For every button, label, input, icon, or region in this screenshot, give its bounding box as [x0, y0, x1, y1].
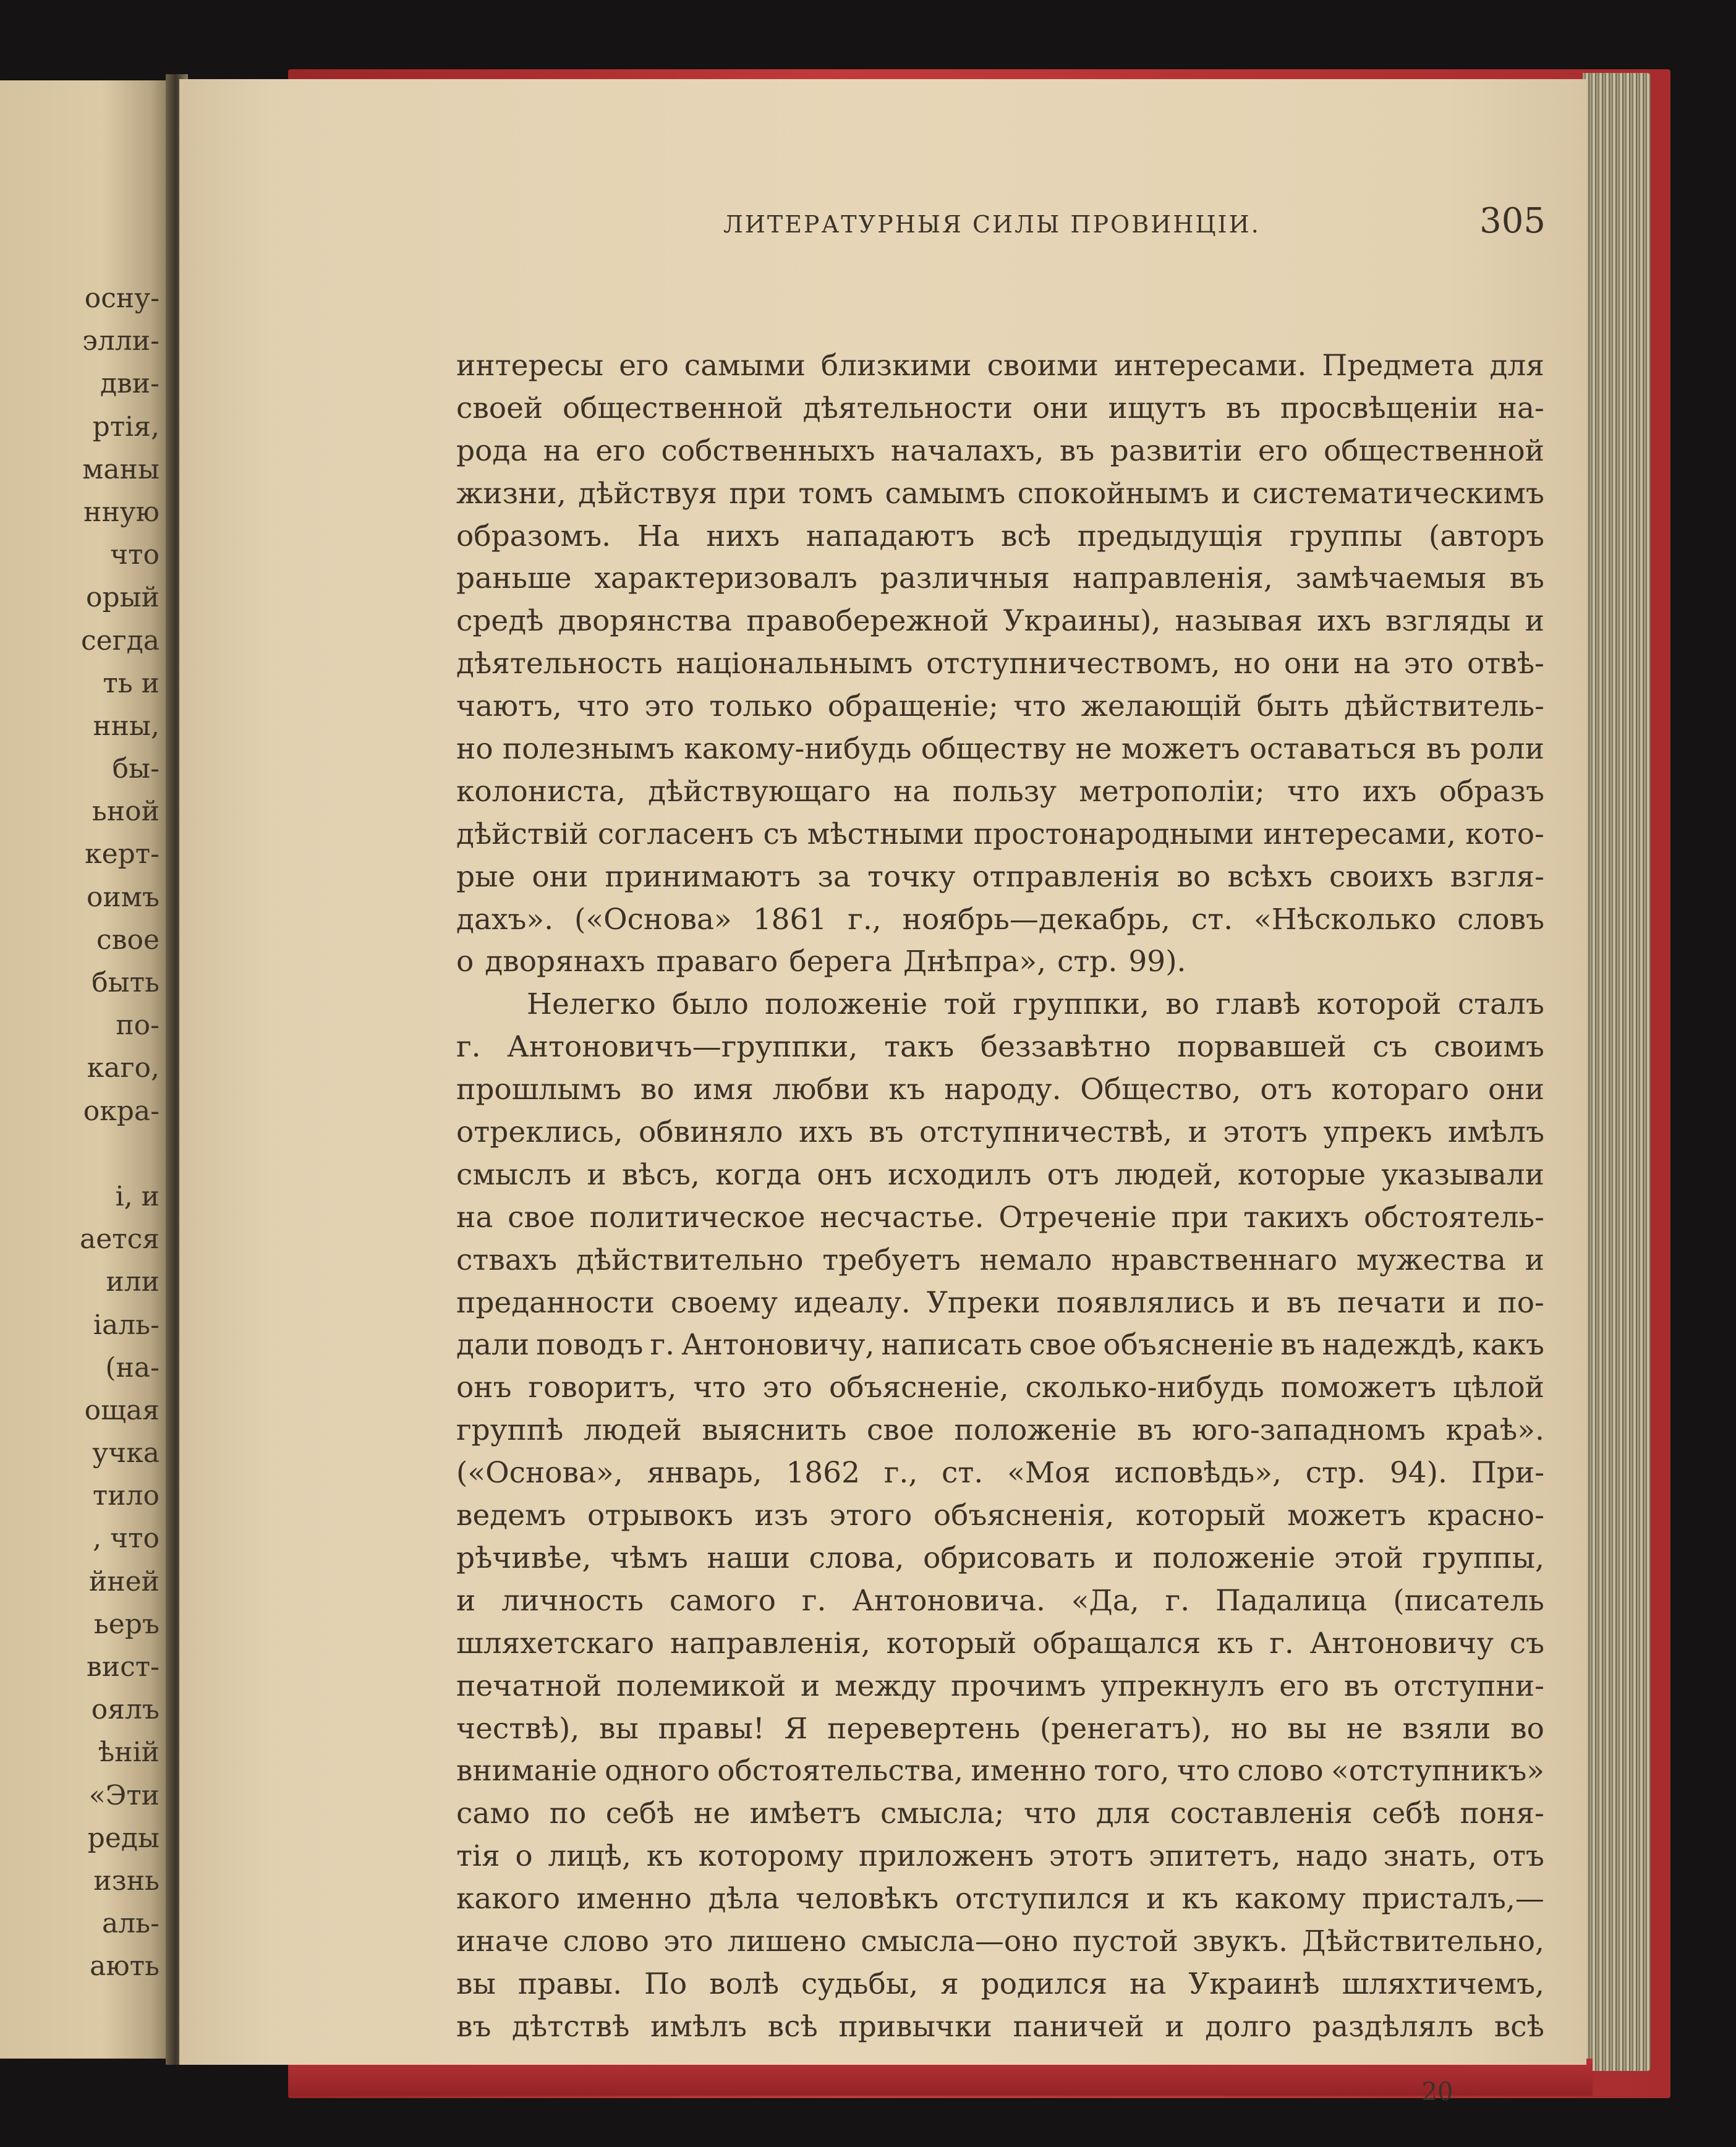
text-line: рѣчивѣе, чѣмъ наши слова, обрисовать и положеніе этой группы, — [456, 1541, 1544, 1575]
left-page-line: быть — [91, 967, 160, 998]
text-line: смыслъ и вѣсъ, когда онъ исходилъ отъ людей, которые указывали — [456, 1157, 1544, 1192]
left-page-line — [5, 1133, 160, 1175]
text-line: чествѣ), вы правы! Я перевертень (ренегатъ), но вы не взяли во — [456, 1711, 1544, 1746]
left-page-line: йней — [88, 1565, 160, 1597]
left-page-line: каго, — [87, 1052, 160, 1084]
left-page-line: элли- — [82, 325, 160, 357]
left-page-line: окра- — [83, 1095, 160, 1127]
page-edges — [1583, 73, 1651, 2071]
left-page-line: изнь — [93, 1864, 160, 1897]
text-line: въ дѣтствѣ имѣлъ всѣ привычки паничей и долго раздѣлялъ всѣ — [456, 2009, 1544, 2044]
text-line: интересы его самыми близкими своими интересами. Предмета для — [456, 349, 1544, 383]
text-line: колониста, дѣйствующаго на пользу метрополіи; что ихъ образъ — [456, 774, 1544, 809]
left-page-line: бы- — [112, 753, 160, 785]
left-page-line: реды — [87, 1822, 160, 1854]
left-page-line: іаль- — [93, 1309, 160, 1341]
text-line: чаютъ, что это только обращеніе; что желающій быть дѣйствитель- — [456, 689, 1544, 724]
left-page-line: «Эти — [88, 1779, 160, 1811]
left-page-line: (на- — [105, 1351, 160, 1384]
text-line: и личность самого г. Антоновича. «Да, г. Падалица (писатель — [456, 1583, 1544, 1618]
text-line: образомъ. На нихъ нападаютъ всѣ предыдущія группы (авторъ — [456, 519, 1544, 553]
left-page-line: ьеръ — [93, 1608, 160, 1640]
left-page-line: ѣній — [98, 1737, 160, 1769]
text-line: рые они принимаютъ за точку отправленія во всѣхъ своихъ взгля- — [456, 859, 1544, 894]
text-line: своей общественной дѣятельности они ищутъ въ просвѣщеніи на- — [456, 391, 1544, 425]
text-line: группѣ людей выяснить свое положеніе въ юго-западномъ краѣ». — [456, 1413, 1544, 1448]
left-page-line: дви- — [100, 368, 160, 400]
text-line: жизни, дѣйствуя при томъ самымъ спокойнымъ и систематическимъ — [456, 476, 1544, 511]
text-line: ведемъ отрывокъ изъ этого объясненія, который можетъ красно- — [456, 1499, 1544, 1533]
left-page-line: свое — [96, 924, 160, 956]
text-line: онъ говоритъ, что это объясненіе, сколько-нибудь поможетъ цѣлой — [456, 1371, 1544, 1405]
left-page-line: учка — [92, 1437, 160, 1469]
text-line: иначе слово это лишено смысла—оно пустой звукъ. Дѣйствительно, — [456, 1924, 1544, 1958]
left-page-line: , что — [93, 1523, 160, 1555]
left-page-line: или — [106, 1266, 160, 1298]
text-line: рода на его собственныхъ началахъ, въ развитіи его общественной — [456, 433, 1544, 468]
left-page-line: осну- — [84, 283, 160, 314]
text-line: печатной полемикой и между прочимъ упрекнулъ его въ отступни- — [456, 1669, 1544, 1703]
text-line: какого именно дѣла человѣкъ отступился и къ какому присталъ,— — [456, 1882, 1544, 1916]
left-page-line: орый — [85, 582, 160, 614]
left-page-line: тило — [92, 1480, 160, 1512]
text-line: дали поводъ г. Антоновичу, написать свое объясненіе въ надеждѣ, какъ — [456, 1328, 1544, 1363]
left-page-line: что — [110, 539, 160, 571]
text-line: о дворянахъ праваго берега Днѣпра», стр. 99). — [456, 945, 1186, 979]
left-page-line: маны — [82, 453, 160, 485]
left-page-line: оялъ — [91, 1694, 160, 1726]
text-line: тія о лицѣ, къ которому приложенъ этотъ эпитетъ, надо знать, отъ — [456, 1839, 1544, 1874]
left-page-line: нную — [83, 496, 160, 528]
left-page-line: керт- — [85, 838, 160, 870]
text-line: («Основа», январь, 1862 г., ст. «Моя исповѣдь», стр. 94). При- — [456, 1456, 1544, 1490]
text-line: само по себѣ не имѣетъ смысла; что для составленія себѣ поня- — [456, 1796, 1544, 1831]
text-line: преданности своему идеалу. Упреки появлялись и въ печати и по- — [456, 1285, 1544, 1320]
left-page-line: ается — [79, 1223, 160, 1256]
left-page-line: оимъ — [86, 881, 160, 913]
text-line: на свое политическое несчастье. Отреченіе при такихъ обстоятель- — [456, 1200, 1544, 1235]
text-line: прошлымъ во имя любви къ народу. Общество, отъ котораго они — [456, 1073, 1544, 1107]
left-page-line: вист- — [87, 1651, 160, 1683]
text-line: отреклись, обвиняло ихъ въ отступничествѣ, и этотъ упрекъ имѣлъ — [456, 1115, 1544, 1150]
left-page-line: ощая — [84, 1394, 160, 1426]
text-line: дѣятельность національнымъ отступничествомъ, но они на это отвѣ- — [456, 647, 1544, 681]
left-page-line: ьной — [91, 796, 160, 828]
text-line: шляхетскаго направленія, который обращался къ г. Антоновичу съ — [456, 1626, 1544, 1660]
left-page-line: ртія, — [92, 410, 160, 443]
text-line: г. Антоновичъ—группки, такъ беззавѣтно порвавшей съ своимъ — [456, 1030, 1544, 1065]
left-page-line: нны, — [93, 710, 160, 742]
text-line: раньше характеризовалъ различныя направленія, замѣчаемыя въ — [456, 561, 1544, 596]
left-page-line: і, и — [115, 1180, 160, 1212]
text-line: ствахъ дѣйствительно требуетъ немало нравственнаго мужества и — [456, 1243, 1544, 1277]
right-page — [179, 79, 1586, 2106]
running-head: ЛИТЕРАТУРНЫЯ СИЛЫ ПРОВИНЦІИ. — [723, 211, 1261, 238]
left-page-line: по- — [116, 1010, 160, 1042]
text-line: вниманіе одного обстоятельства, именно того, что слово «отступникъ» — [456, 1754, 1544, 1788]
left-page-line: сегда — [80, 624, 160, 657]
left-page-line: ть и — [103, 667, 160, 699]
left-page-text — [5, 277, 160, 1988]
text-line: но полезнымъ какому-нибудь обществу не можетъ оставаться въ роли — [456, 732, 1544, 767]
text-line: средѣ дворянства правобережной Украины), называя ихъ взгляды и — [456, 604, 1544, 639]
text-line: дѣйствій согласенъ съ мѣстными простонародными интересами, кото- — [456, 817, 1544, 851]
left-page — [0, 80, 171, 2059]
text-line: дахъ». («Основа» 1861 г., ноябрь—декабрь, ст. «Нѣсколько словъ — [456, 902, 1544, 937]
page-number: 305 — [1479, 201, 1546, 241]
signature-mark: 20 — [1421, 2078, 1453, 2106]
text-line: Нелегко было положеніе той группки, во главѣ которой сталъ — [527, 987, 1544, 1022]
text-line: вы правы. По волѣ судьбы, я родился на Украинѣ шляхтичемъ, — [456, 1966, 1544, 2001]
left-page-line: аль- — [101, 1908, 160, 1940]
body-text — [456, 345, 1544, 2049]
left-page-line: ають — [90, 1950, 160, 1983]
